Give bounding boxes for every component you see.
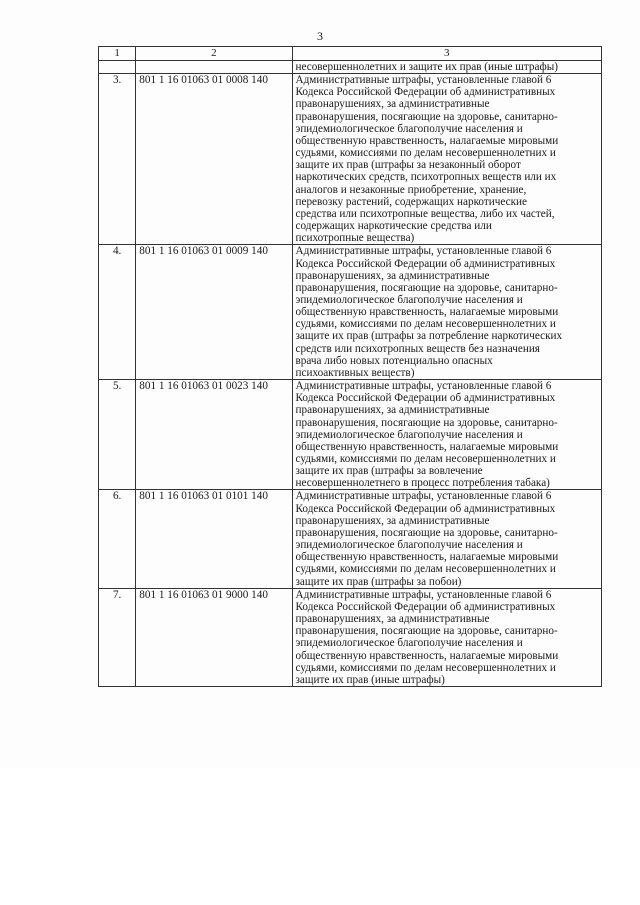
description-line: Административные штрафы, установленные главой 6 xyxy=(295,588,552,601)
description-cell xyxy=(292,380,601,490)
description-line: защите их прав (штрафы за потребление наркотических xyxy=(295,330,563,343)
description-line: правонарушениях, за административные xyxy=(295,98,490,111)
description-line: защите их прав (штрафы за вовлечение xyxy=(295,465,483,478)
header-col-1: 1 xyxy=(99,47,136,61)
description-line: судьями, комиссиями по делам несовершеннолетних и xyxy=(295,147,556,160)
description-line: Административные штрафы, установленные главой 6 xyxy=(295,245,552,258)
description-line: содержащих наркотические средства или xyxy=(295,220,492,233)
description-line: правонарушениях, за административные xyxy=(295,613,490,626)
table-row xyxy=(99,74,602,245)
description-line: эпидемиологическое благополучие населения и xyxy=(295,428,523,441)
description-line: Административные штрафы, установленные главой 6 xyxy=(295,380,552,393)
description-line: эпидемиологическое благополучие населения и xyxy=(295,539,523,552)
continuation-code-cell xyxy=(136,61,292,74)
description-line: Кодекса Российской Федерации об административных xyxy=(295,502,556,515)
description-line: защите их прав (штрафы за незаконный оборот xyxy=(295,159,521,172)
description-line: эпидемиологическое благополучие населения и xyxy=(295,293,523,306)
description-line: общественную нравственность, налагаемые мировыми xyxy=(295,440,559,453)
budget-code-cell: 801 1 16 01063 01 0009 140 xyxy=(136,245,292,380)
continuation-num-cell xyxy=(99,61,136,74)
description-line: Кодекса Российской Федерации об административных xyxy=(295,392,556,405)
row-number-cell: 4. xyxy=(99,245,136,380)
description-line: правонарушения, посягающие на здоровье, санитарно- xyxy=(295,625,558,638)
description-line: эпидемиологическое благополучие населения и xyxy=(295,637,523,650)
table-row xyxy=(99,245,602,380)
description-line: наркотических средств, психотропных веществ или их xyxy=(295,171,557,184)
description-line: правонарушения, посягающие на здоровье, санитарно- xyxy=(295,281,558,294)
page-margin-bottom xyxy=(0,768,640,905)
budget-code-cell: 801 1 16 01063 01 0023 140 xyxy=(136,380,292,490)
description-line: общественную нравственность, налагаемые мировыми xyxy=(295,306,559,319)
description-cell xyxy=(292,74,601,245)
fines-table xyxy=(98,46,602,687)
description-line: несовершеннолетнего в процесс потребления табака) xyxy=(295,477,550,490)
table-header-row xyxy=(99,47,602,61)
row-number-cell: 3. xyxy=(99,74,136,245)
description-cell xyxy=(292,588,601,686)
row-number-cell: 6. xyxy=(99,490,136,588)
header-col-3: 3 xyxy=(292,47,601,61)
description-line: судьями, комиссиями по делам несовершеннолетних и xyxy=(295,563,556,576)
description-line: Кодекса Российской Федерации об административных xyxy=(295,86,556,99)
budget-code-cell: 801 1 16 01063 01 0008 140 xyxy=(136,74,292,245)
description-line: Административные штрафы, установленные главой 6 xyxy=(295,74,552,87)
continuation-row xyxy=(99,61,602,74)
description-line: аналогов и незаконные приобретение, хранение, xyxy=(295,183,527,196)
description-line: правонарушениях, за административные xyxy=(295,404,490,417)
table-row xyxy=(99,588,602,686)
page-number: 3 xyxy=(317,29,323,43)
continuation-description-cell xyxy=(292,61,601,74)
description-line: правонарушения, посягающие на здоровье, санитарно- xyxy=(295,526,558,539)
description-line: судьями, комиссиями по делам несовершеннолетних и xyxy=(295,318,556,331)
description-line: общественную нравственность, налагаемые мировыми xyxy=(295,551,559,564)
description-line: защите их прав (штрафы за побои) xyxy=(295,575,462,588)
description-line: несовершеннолетних и защите их прав (иные штрафы) xyxy=(295,61,558,73)
description-line: перевозку растений, содержащих наркотические xyxy=(295,195,527,208)
description-line: общественную нравственность, налагаемые мировыми xyxy=(295,649,559,662)
description-line: судьями, комиссиями по делам несовершеннолетних и xyxy=(295,661,556,674)
header-col-2: 2 xyxy=(136,47,292,61)
budget-code-cell: 801 1 16 01063 01 0101 140 xyxy=(136,490,292,588)
row-number-cell: 7. xyxy=(99,588,136,686)
description-line: правонарушениях, за административные xyxy=(295,514,490,527)
description-line: общественную нравственность, налагаемые мировыми xyxy=(295,134,559,147)
description-line: правонарушения, посягающие на здоровье, санитарно- xyxy=(295,416,558,429)
description-line: средства или психотропные вещества, либо их частей, xyxy=(295,207,555,220)
description-line: Административные штрафы, установленные главой 6 xyxy=(295,490,552,503)
table-row xyxy=(99,380,602,490)
description-line: правонарушения, посягающие на здоровье, санитарно- xyxy=(295,110,558,123)
description-line: эпидемиологическое благополучие населения и xyxy=(295,122,523,135)
description-line: врача либо новых потенциально опасных xyxy=(295,354,493,367)
description-line: судьями, комиссиями по делам несовершеннолетних и xyxy=(295,453,556,465)
description-line: средств или психотропных веществ без назначения xyxy=(295,342,540,355)
budget-code-cell: 801 1 16 01063 01 9000 140 xyxy=(136,588,292,686)
fines-table-body xyxy=(99,47,602,687)
table-row xyxy=(99,490,602,588)
description-line: Кодекса Российской Федерации об административных xyxy=(295,600,556,613)
description-line: правонарушениях, за административные xyxy=(295,269,490,282)
description-cell xyxy=(292,245,601,380)
description-line: Кодекса Российской Федерации об административных xyxy=(295,257,556,270)
description-line: психотропные вещества) xyxy=(295,232,415,245)
description-line: защите их прав (иные штрафы) xyxy=(295,673,445,686)
description-cell xyxy=(292,490,601,588)
row-number-cell: 5. xyxy=(99,380,136,490)
description-line: психоактивных веществ) xyxy=(295,366,415,379)
